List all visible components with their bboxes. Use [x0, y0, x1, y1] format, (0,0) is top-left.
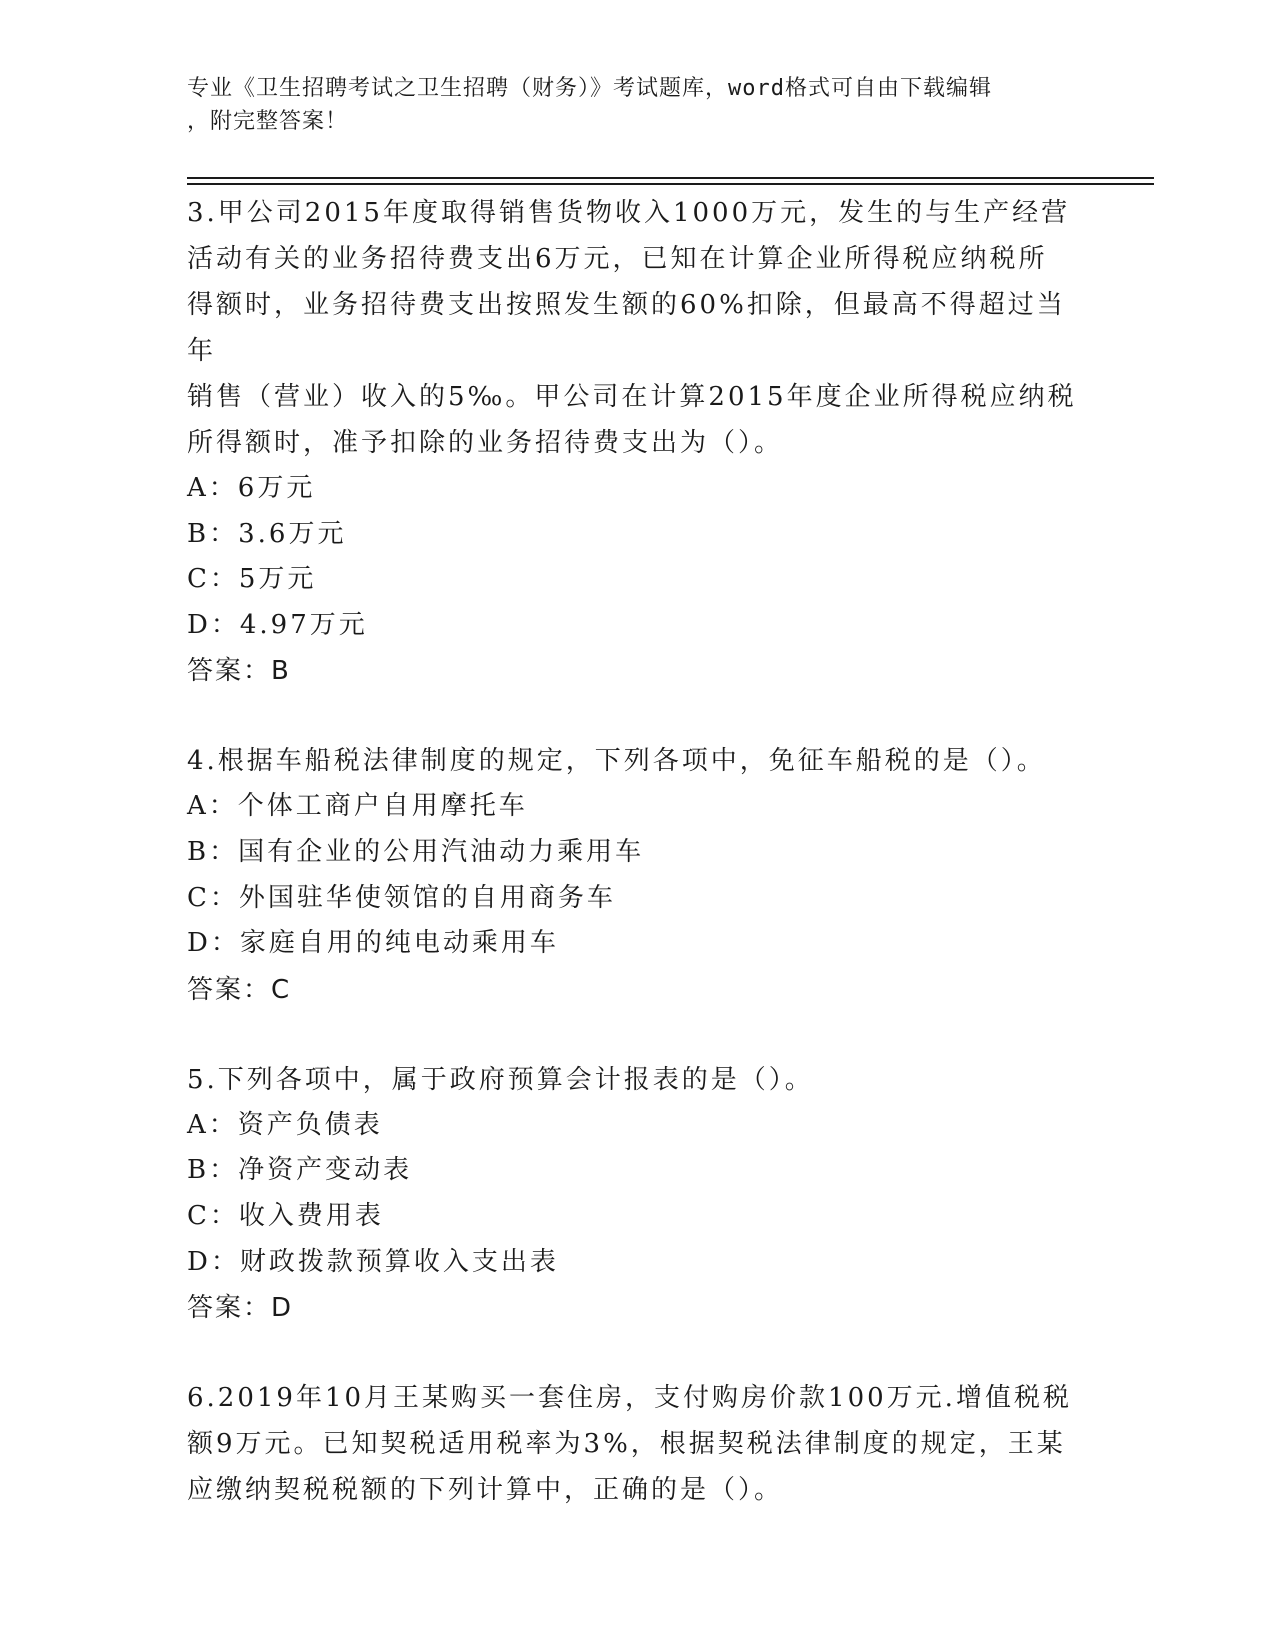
header-divider-top [187, 177, 1154, 179]
document-header [187, 72, 1087, 138]
option-d: D：财政拨款预算收入支出表 [187, 1246, 559, 1277]
option-c: C：收入费用表 [187, 1200, 384, 1231]
option-a: A：个体工商户自用摩托车 [187, 791, 528, 822]
answer: 答案：D [187, 1293, 294, 1324]
question-5 [187, 1057, 1087, 1331]
option-b: B：国有企业的公用汽油动力乘用车 [187, 836, 645, 867]
question-stem-line: 6.2019年10月王某购买一套住房，支付购房价款100万元.增值税税 [187, 1383, 1072, 1414]
question-stem-line: 应缴纳契税税额的下列计算中，正确的是（）。 [187, 1475, 784, 1506]
option-b: B：净资产变动表 [187, 1155, 413, 1186]
question-stem-line: 所得额时，准予扣除的业务招待费支出为（）。 [187, 428, 784, 458]
option-d: D：家庭自用的纯电动乘用车 [187, 928, 559, 959]
question-stem-line: 活动有关的业务招待费支出6万元，已知在计算企业所得税应纳税所 [187, 244, 1048, 274]
question-stem-line: 4.根据车船税法律制度的规定，下列各项中，免征车船税的是（）。 [187, 746, 1046, 777]
option-a: A：资产负债表 [187, 1109, 383, 1140]
option-c: C：外国驻华使领馆的自用商务车 [187, 882, 616, 913]
question-stem-line: 额9万元。已知契税适用税率为3%，根据契税法律制度的规定，王某 [187, 1429, 1066, 1460]
question-6 [187, 1375, 1087, 1513]
question-stem-line: 5.下列各项中，属于政府预算会计报表的是（）。 [187, 1064, 814, 1095]
header-divider-bottom [187, 183, 1154, 185]
header-line-2: ，附完整答案！ [187, 109, 349, 134]
option-d: D：4.97万元 [187, 609, 368, 640]
question-4 [187, 738, 1087, 1012]
option-b: B：3.6万元 [187, 518, 347, 549]
option-a: A：6万元 [187, 473, 316, 503]
header-line-1: 专业《卫生招聘考试之卫生招聘（财务）》考试题库，word格式可自由下载编辑 [187, 76, 992, 101]
question-3 [187, 190, 1087, 694]
question-stem-line: 销售（营业）收入的5‰。甲公司在计算2015年度企业所得税应纳税 [187, 382, 1077, 412]
question-stem-line: 3.甲公司2015年度取得销售货物收入1000万元，发生的与生产经营 [187, 198, 1071, 228]
answer: 答案：B [187, 656, 291, 687]
answer: 答案：C [187, 974, 292, 1005]
question-stem-line: 得额时，业务招待费支出按照发生额的60%扣除，但最高不得超过当年 [187, 290, 1066, 366]
option-c: C：5万元 [187, 564, 317, 595]
question-list [187, 190, 1087, 1513]
